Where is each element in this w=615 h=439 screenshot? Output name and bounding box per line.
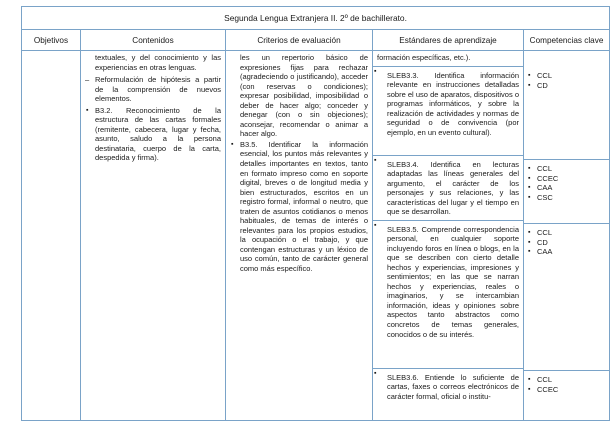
contenidos-cell [81, 51, 226, 421]
contenidos-text: textuales, y del conocimiento y las experiencias en otras lenguas. [95, 53, 221, 72]
competencia-item: ▪ CAA [528, 183, 607, 193]
competencias-group [524, 51, 609, 160]
estandares-cell [373, 51, 524, 421]
competencia-item: ▪ CD [528, 81, 607, 91]
estandar-item: ▪ SLEB3.4. Identifica en lecturas adaptadas las líneas generales del argumento, el carácter de los personajes y sus relaciones, y las características del lugar y el tiempo en que se desarrollan. [373, 156, 523, 221]
competencia-item: ▪ CCL [528, 375, 607, 385]
header-competencias: Competencias clave [524, 30, 610, 51]
estandar-item: ▪ SLEB3.5. Comprende correspondencia personal, en cualquier soporte incluyendo foros en línea o blogs, en la que se describen con cierto detalle hechos y experiencias, impresiones y sentimientos; en las que se narran hechos y experiencias, reales o imaginarios, y se intercambian información, ideas y opiniones sobre aspectos tanto abstractos como concretos de temas generales, conocidos o de su interés. [373, 221, 523, 369]
estandar-item: ▪ SLEB3.3. Identifica información relevante en instrucciones detalladas sobre el uso de aparatos, dispositivos o programas informáticos, y sobre la realización de actividades y normas de seguridad o de convivencia (por ejemplo, en un evento cultural). [373, 67, 523, 156]
header-contenidos: Contenidos [81, 30, 226, 51]
competencia-item: ▪ CCL [528, 71, 607, 81]
contenidos-b32: ▪ B3.2. Reconocimiento de la estructura de las cartas formales (remitente, cabecera, lugar y fecha, asunto, saludo a la persona destinataria, cuerpo de la carta, despedida y firma). [85, 106, 221, 163]
competencia-item: ▪ CCL [528, 164, 607, 174]
header-estandares: Estándares de aprendizaje [373, 30, 524, 51]
table-title: Segunda Lengua Extranjera II. 2º de bachillerato. [22, 7, 610, 30]
curriculum-table [21, 6, 610, 421]
criterios-cell [226, 51, 373, 421]
competencias-cell [524, 51, 610, 421]
competencia-item: ▪ CCEC [528, 385, 607, 395]
estandar-item: ▪ SLEB3.6. Entiende lo suficiente de cartas, faxes o correos electrónicos de carácter formal, oficial o institu- [373, 369, 523, 405]
competencia-item: ▪ CD [528, 238, 607, 248]
competencias-group [524, 160, 609, 224]
competencias-group [524, 224, 609, 371]
contenidos-dash-item: – Reformulación de hipótesis a partir de la comprensión de nuevos elementos. [85, 75, 221, 104]
objetivos-cell [22, 51, 81, 421]
header-objetivos: Objetivos [22, 30, 81, 51]
competencia-item: ▪ CCL [528, 228, 607, 238]
competencia-item: ▪ CSC [528, 193, 607, 203]
competencias-group [524, 371, 609, 397]
header-criterios: Criterios de evaluación [226, 30, 373, 51]
estandar-item: formación específicas, etc.). [373, 51, 523, 67]
curriculum-table-page [21, 6, 609, 431]
criterios-b35: ▪ B3.5. Identificar la información esencial, los puntos más relevantes y detalles importantes en textos, tanto en formato impreso como en soporte digital, breves o de longitud media y bien estructurados, escritos en un registro formal, informal o neutro, que traten de asuntos cotidianos o menos habituales, de temas de interés o relevantes para los propios estudios, la ocupación o el trabajo, y que contengan estructuras y un léxico de uso común, tanto de carácter general como más específico. [230, 140, 368, 274]
competencia-item: ▪ CCEC [528, 174, 607, 184]
criterios-text: les un repertorio básico de expresiones fijas para rechazar (agradeciendo o justificando), acceder (con reservas o condiciones); expresar posibilidad, imposibilidad o deber de hacer algo; conceder y denegar (con o sin objeciones); aconsejar, recomendar o animar a hacer algo. [240, 53, 368, 139]
competencia-item: ▪ CAA [528, 247, 607, 257]
